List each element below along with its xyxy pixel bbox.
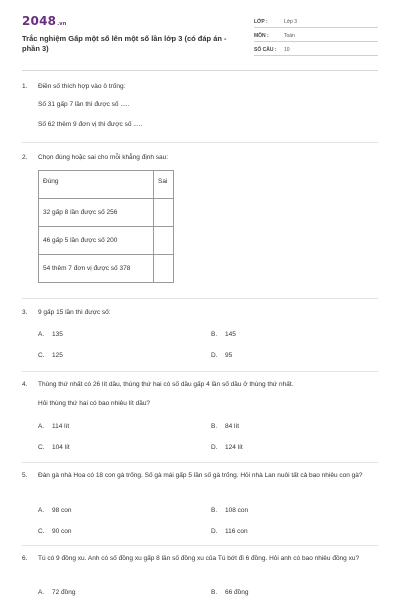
question-divider [22, 142, 378, 143]
option-letter: A. [38, 507, 45, 514]
option-letter: D. [211, 352, 218, 359]
header-divider [22, 70, 378, 71]
fill-line-2: Số 62 thêm 9 đơn vị thì được số ..... [38, 121, 143, 128]
option-text: 95 [225, 352, 233, 359]
option-text: 90 con [52, 528, 72, 535]
option-letter: C. [38, 444, 45, 451]
logo-suffix: .vn [57, 21, 67, 27]
statement-cell: 46 gấp 5 lần được số 200 [39, 227, 154, 255]
option-text: 116 con [225, 528, 248, 535]
worksheet-title: Trắc nghiệm Gấp một số lên một số lần lớp 3 (có đáp án - phần 3) [22, 34, 227, 53]
option-letter: B. [211, 507, 218, 514]
option-letter: C. [38, 528, 45, 535]
meta-count-label: SỐ CÂU : [254, 47, 277, 53]
question-text: Đàn gà nhà Hoa có 18 con gà trống. Số gà mái gấp 5 lần số gà trống. Hỏi nhà Lan nuôi tất cả bao nhiêu con gà? [38, 472, 363, 479]
option-letter: C. [38, 352, 45, 359]
answer-cell[interactable] [154, 227, 174, 255]
question-text: 9 gấp 15 lần thì được số: [38, 309, 111, 316]
option-text: 145 [225, 331, 236, 338]
meta-count [254, 44, 378, 56]
meta-subject-label: MÔN : [254, 33, 269, 39]
option-text: 108 con [225, 507, 249, 514]
statement-cell: 32 gấp 8 lần được số 256 [39, 199, 154, 227]
option-text: 72 đồng [52, 589, 76, 596]
option-letter: A. [38, 331, 45, 338]
option-letter: A. [38, 423, 45, 430]
question-subtext: Hỏi thùng thứ hai có bao nhiêu lít dầu? [38, 400, 151, 407]
question-number: 1. [22, 83, 28, 90]
option-text: 98 con [52, 507, 72, 514]
question-divider [22, 371, 378, 372]
question-divider [22, 298, 378, 299]
header-false: Sai [154, 171, 174, 199]
meta-count-value: 10 [284, 47, 290, 53]
header-true: Đúng [39, 171, 154, 199]
table-row [39, 199, 174, 227]
true-false-table [38, 170, 174, 283]
option-text: 135 [52, 331, 63, 338]
table-row [39, 227, 174, 255]
statement-cell: 54 thêm 7 đơn vị được số 378 [39, 255, 154, 283]
question-number: 4. [22, 381, 28, 388]
question-number: 6. [22, 555, 28, 562]
option-letter: B. [211, 331, 218, 338]
question-text: Chọn đúng hoặc sai cho mỗi khẳng định sau: [38, 154, 169, 161]
fill-line-1: Số 31 gấp 7 lần thì được số ..... [38, 101, 130, 108]
question-number: 2. [22, 154, 28, 161]
table-row [39, 255, 174, 283]
question-text: Điền số thích hợp vào ô trống: [38, 83, 126, 90]
option-letter: B. [211, 589, 218, 596]
option-text: 125 [52, 352, 63, 359]
option-letter: D. [211, 444, 218, 451]
question-number: 5. [22, 472, 28, 479]
worksheet-header [0, 0, 400, 68]
option-text: 84 lít [225, 423, 240, 430]
answer-cell[interactable] [154, 255, 174, 283]
question-text: Tú có 9 đồng xu. Anh có số đồng xu gấp 8 lần số đồng xu của Tú bớt đi 6 đồng. Hỏi anh có bao nhiêu đồng xu? [38, 555, 360, 562]
option-letter: B. [211, 423, 218, 430]
meta-grade-value: Lớp 3 [284, 19, 298, 25]
answer-cell[interactable] [154, 199, 174, 227]
option-text: 66 đồng [225, 589, 249, 596]
logo-main: 2048 [22, 14, 57, 28]
option-text: 114 lít [52, 423, 70, 430]
question-divider [22, 545, 378, 546]
table-header-row [39, 171, 174, 199]
site-logo[interactable] [22, 14, 67, 28]
meta-subject [254, 30, 378, 42]
option-text: 104 lít [52, 444, 70, 451]
meta-grade [254, 16, 378, 28]
meta-subject-value: Toán [284, 33, 295, 39]
meta-grade-label: LỚP : [254, 19, 268, 25]
question-number: 3. [22, 309, 28, 316]
option-text: 124 lít [225, 444, 243, 451]
option-letter: D. [211, 528, 218, 535]
question-divider [22, 462, 378, 463]
option-letter: A. [38, 589, 45, 596]
question-text: Thùng thứ nhất có 26 lít dầu, thùng thứ hai có số dầu gấp 4 lần số dầu ở thùng thứ nhất. [38, 381, 294, 388]
